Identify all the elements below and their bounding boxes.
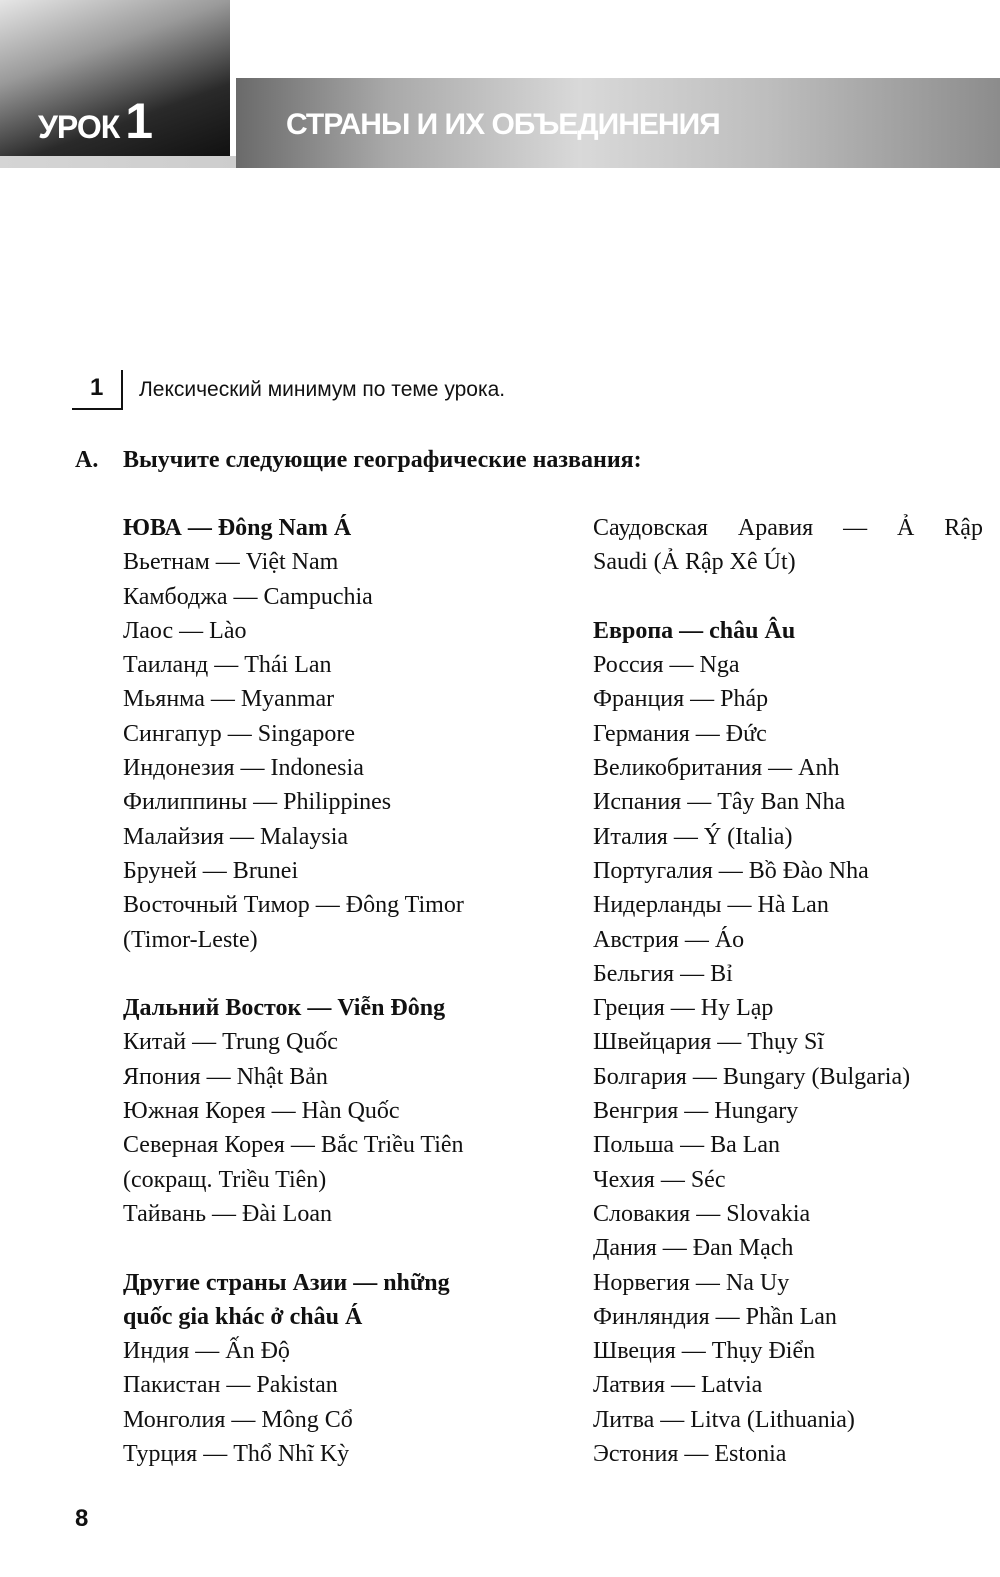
country-entry: Германия — Đức <box>593 720 767 747</box>
task-heading <box>75 447 642 474</box>
left-column <box>123 511 543 1471</box>
country-entry: Дания — Đan Mạch <box>593 1235 794 1262</box>
country-entry: Китай — Trung Quốc <box>123 1029 338 1056</box>
word: Саудовская <box>593 515 708 541</box>
country-entry: Малайзия — Malaysia <box>123 823 349 850</box>
country-entry: Греция — Hy Lạp <box>593 995 774 1022</box>
country-entry: Швейцария — Thụy Sĩ <box>593 1029 824 1056</box>
country-entry: Франция — Pháp <box>593 686 769 713</box>
country-entry: Нидерланды — Hà Lan <box>593 892 829 919</box>
lesson-word: УРОК <box>38 109 120 145</box>
country-entry: Saudi (Ả Rập Xê Út) <box>593 549 796 576</box>
country-entry: Вьетнам — Việt Nam <box>123 549 339 576</box>
country-entry: Турция — Thổ Nhĩ Kỳ <box>123 1441 350 1468</box>
country-entry: Бельгия — Bỉ <box>593 960 733 987</box>
country-entry: Испания — Tây Ban Nha <box>593 789 846 816</box>
group-heading: Дальний Восток — Viễn Đông <box>123 995 446 1022</box>
country-entry: Северная Корея — Bắc Triều Tiên <box>123 1132 464 1159</box>
country-entry: Пакистан — Pakistan <box>123 1372 338 1399</box>
country-entry: Эстония — Estonia <box>593 1441 787 1468</box>
country-entry: Польша — Ba Lan <box>593 1132 781 1159</box>
country-group <box>123 991 543 1231</box>
page-number: 8 <box>75 1505 89 1532</box>
country-entry: Тайвань — Đài Loan <box>123 1200 332 1227</box>
country-entry: Венгрия — Hungary <box>593 1098 799 1125</box>
lesson-label <box>38 92 152 150</box>
country-entry: Камбоджа — Campuchia <box>123 583 373 610</box>
country-group <box>593 511 983 580</box>
country-group <box>123 511 543 957</box>
country-entry: Лаос — Lào <box>123 617 247 644</box>
country-entry: Сингапур — Singapore <box>123 720 356 747</box>
word: — <box>843 515 868 541</box>
country-entry: Восточный Тимор — Đông Timor <box>123 892 464 919</box>
country-entry: Финляндия — Phần Lan <box>593 1303 837 1330</box>
country-entry: Австрия — Áo <box>593 926 745 953</box>
country-entry: Швеция — Thụy Điển <box>593 1338 816 1365</box>
country-entry: Бруней — Brunei <box>123 857 299 884</box>
country-entry: Индонезия — Indonesia <box>123 755 364 782</box>
word: Ả <box>897 515 915 541</box>
task-text: Выучите следующие географические названия: <box>123 447 642 473</box>
right-column <box>593 511 983 1471</box>
country-entry: Латвия — Latvia <box>593 1372 763 1399</box>
country-entry: (Timor-Leste) <box>123 926 258 953</box>
country-entry: Монголия — Mông Cổ <box>123 1406 353 1433</box>
country-entry: (сокращ. Triều Tiên) <box>123 1166 327 1193</box>
exercise-number: 1 <box>90 374 104 401</box>
country-entry: Южная Корея — Hàn Quốc <box>123 1098 400 1125</box>
lesson-title: СТРАНЫ И ИХ ОБЪЕДИНЕНИЯ <box>286 108 720 141</box>
country-group <box>123 1266 543 1472</box>
word: Rập <box>944 515 983 541</box>
country-entry: Мьянма — Myanmar <box>123 686 335 713</box>
country-entry: Япония — Nhật Bản <box>123 1063 328 1090</box>
country-group <box>593 614 983 1471</box>
country-entry: Италия — Ý (Italia) <box>593 823 793 850</box>
country-entry: Индия — Ấn Độ <box>123 1338 290 1365</box>
exercise-text: Лексический минимум по теме урока. <box>139 378 506 401</box>
lesson-number: 1 <box>125 93 153 149</box>
country-entry: Таиланд — Thái Lan <box>123 652 332 679</box>
country-entry <box>593 511 983 545</box>
country-entry: Великобритания — Anh <box>593 755 840 782</box>
exercise-underline <box>72 408 122 410</box>
group-heading: Другие страны Азии — những <box>123 1269 450 1296</box>
country-entry: Португалия — Bồ Đào Nha <box>593 857 869 884</box>
task-label: А. <box>75 447 99 473</box>
country-entry: Чехия — Séc <box>593 1166 726 1193</box>
group-heading: quốc gia khác ở châu Á <box>123 1303 363 1330</box>
country-entry: Филиппины — Philippines <box>123 789 392 816</box>
country-entry: Норвегия — Na Uy <box>593 1269 790 1296</box>
country-entry: Словакия — Slovakia <box>593 1200 811 1227</box>
word: Аравия <box>737 515 814 541</box>
country-entry: Литва — Litva (Lithuania) <box>593 1406 855 1433</box>
country-entry: Болгария — Bungary (Bulgaria) <box>593 1063 911 1090</box>
group-heading: Европа — châu Âu <box>593 617 796 644</box>
group-heading: ЮВА — Đông Nam Á <box>123 515 352 541</box>
country-entry: Россия — Nga <box>593 652 740 679</box>
exercise-divider <box>121 370 123 410</box>
